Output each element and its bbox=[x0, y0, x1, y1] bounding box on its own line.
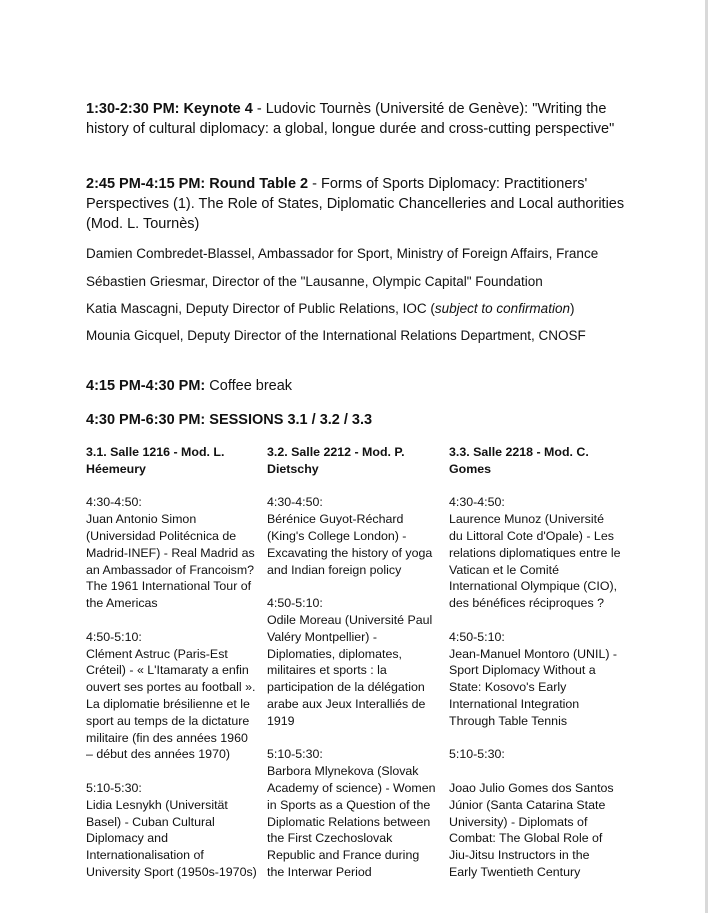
talk-text: Laurence Munoz (Université du Littoral Cote d'Opale) - Les relations diplomatiques entre le Vatican et le Comité International Olympique (CIO), des bénéfices réciproques ? bbox=[449, 512, 621, 611]
keynote-4 bbox=[86, 99, 626, 139]
round-table-2 bbox=[86, 174, 626, 234]
session-heading: 3.2. Salle 2212 - Mod. P. Dietschy bbox=[267, 445, 405, 476]
talk-text: Joao Julio Gomes dos Santos Júnior (Santa Catarina State University) - Diplomats of Combat: The Global Role of Jiu-Jitsu Instructors in the Early Twentieth Century bbox=[449, 780, 614, 879]
talk-time: 4:30-4:50: bbox=[86, 495, 142, 510]
confirmation-close: ) bbox=[569, 301, 575, 316]
talk-time: 4:30-4:50: bbox=[267, 495, 323, 510]
coffee-text: Coffee break bbox=[205, 378, 293, 394]
sessions-heading: 4:30 PM-6:30 PM: SESSIONS 3.1 / 3.2 / 3.3 bbox=[86, 412, 373, 428]
panelist: Damien Combredet-Blassel, Ambassador for Sport, Ministry of Foreign Affairs, France bbox=[86, 246, 599, 261]
talk-text: Jean-Manuel Montoro (UNIL) - Sport Diplomacy Without a State: Kosovo's Early International Integration Through Table Tennis bbox=[449, 646, 618, 728]
talk-text: Barbora Mlynekova (Slovak Academy of science) - Women in Sports as a Question of the Diplomatic Relations between the First Czechoslovak Republic and France during the Interwar Period bbox=[267, 764, 436, 879]
talk-time: 4:50-5:10: bbox=[86, 629, 142, 644]
roundtable-time: 2:45 PM-4:15 PM: bbox=[86, 176, 206, 192]
panelist: Mounia Gicquel, Deputy Director of the International Relations Department, CNOSF bbox=[86, 328, 586, 343]
panelist-text: Katia Mascagni, Deputy Director of Public Relations, IOC ( bbox=[86, 301, 435, 316]
talk-time: 5:10-5:30: bbox=[86, 780, 142, 795]
roundtable-label: Round Table 2 bbox=[209, 176, 309, 192]
talk-text: Bérénice Guyot-Réchard (King's College London) - Excavating the history of yoga and Indian foreign policy bbox=[267, 512, 433, 577]
talk-text: Juan Antonio Simon (Universidad Politécnica de Madrid-INEF) - Real Madrid as an Ambassador of Francoism? The 1961 International Tour of the Americas bbox=[86, 512, 255, 611]
talk-time: 5:10-5:30: bbox=[449, 747, 505, 762]
session-column bbox=[449, 444, 621, 881]
talk-text: Lidia Lesnykh (Universität Basel) - Cuban Cultural Diplomacy and Internationalisation of University Sport (1950s-1970s) bbox=[86, 797, 257, 879]
panelist: Sébastien Griesmar, Director of the "Lausanne, Olympic Capital" Foundation bbox=[86, 274, 543, 289]
roundtable-text: - Forms of Sports Diplomacy: Practitioners' Perspectives (1). The Role of States, Diplomatic Chancelleries and Local authorities (Mod. L. Tournès) bbox=[86, 176, 625, 232]
talk-time: 4:50-5:10: bbox=[449, 629, 505, 644]
coffee-time: 4:15 PM-4:30 PM: bbox=[86, 378, 206, 394]
keynote-time: 1:30-2:30 PM: bbox=[86, 101, 180, 117]
talk-time: 5:10-5:30: bbox=[267, 747, 323, 762]
keynote-label: Keynote 4 bbox=[183, 101, 253, 117]
talk-time: 4:30-4:50: bbox=[449, 495, 505, 510]
session-column bbox=[267, 444, 439, 881]
session-column bbox=[86, 444, 258, 881]
talk-time: 4:50-5:10: bbox=[267, 596, 323, 611]
talk-text: Odile Moreau (Université Paul Valéry Montpellier) - Diplomaties, diplomates, militaires et sports : la participation de la délégation arabe aux Jeux Interalliés de 1919 bbox=[267, 612, 433, 728]
panelist bbox=[86, 300, 626, 318]
confirmation-note: subject to confirmation bbox=[434, 301, 570, 316]
session-heading: 3.1. Salle 1216 - Mod. L. Héemeury bbox=[86, 445, 225, 476]
keynote-text: - Ludovic Tournès (Université de Genève): "Writing the history of cultural diplomacy: a global, longue durée and cross-cutting perspective" bbox=[86, 101, 615, 137]
coffee-break bbox=[86, 376, 626, 396]
talk-text: Clément Astruc (Paris-Est Créteil) - « L'Itamaraty a enfin ouvert ses portes au football ». La diplomatie brésilienne et le sport au temps de la dictature militaire (fin des années 1960 – début des années 1970) bbox=[86, 646, 256, 762]
session-heading: 3.3. Salle 2218 - Mod. C. Gomes bbox=[449, 445, 589, 476]
